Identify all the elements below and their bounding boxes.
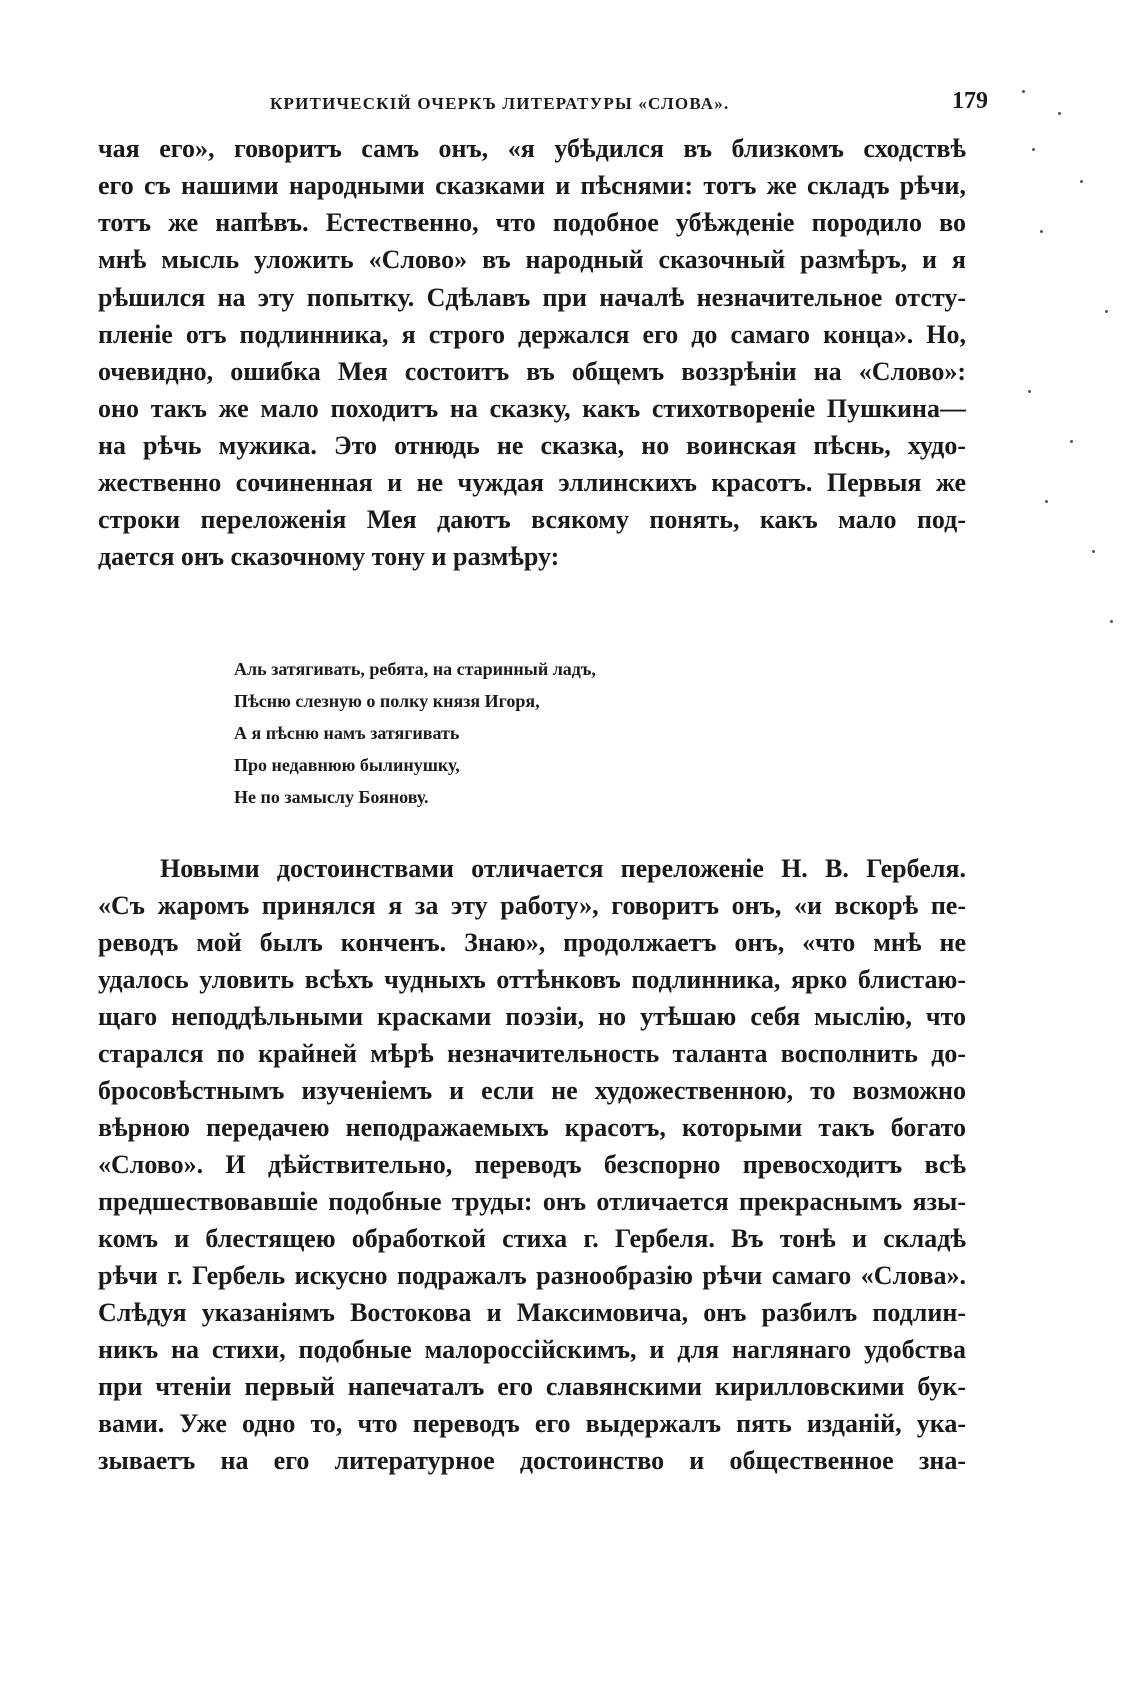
verse-line: Пѣсню слезную о полку князя Игоря, <box>234 691 540 711</box>
text-line: удалось уловить всѣхъ чудныхъ оттѣнковъ подлинника, ярко блистаю- <box>98 965 966 994</box>
text-line: «Съ жаромъ принялся я за эту работу», говоритъ онъ, «и вскорѣ пе- <box>98 891 966 920</box>
text-line: вами. Уже одно то, что переводъ его выдержалъ пять изданій, ука- <box>98 1409 966 1438</box>
scan-speck <box>1070 440 1073 443</box>
scan-artifacts <box>1010 60 1120 700</box>
running-head <box>270 88 988 118</box>
text-line: чая его», говоритъ самъ онъ, «я убѣдился въ близкомъ сходствѣ <box>98 134 966 163</box>
text-line: бросовѣстнымъ изученіемъ и если не художественною, то возможно <box>98 1076 966 1105</box>
text-line: при чтеніи первый напечаталъ его славянскими кирилловскими бук- <box>98 1372 966 1401</box>
text-line: вѣрною передачею неподражаемыхъ красотъ, которыми такъ богато <box>98 1113 966 1142</box>
scan-speck <box>1028 390 1031 393</box>
text-line: мнѣ мысль уложить «Слово» въ народный сказочный размѣръ, и я <box>98 245 966 274</box>
scan-speck <box>1080 180 1083 183</box>
text-line: пленіе отъ подлинника, я строго держался его до самаго конца». Но, <box>98 320 966 349</box>
scan-speck <box>1058 112 1061 115</box>
text-line: реводъ мой былъ конченъ. Знаю», продолжаетъ онъ, «что мнѣ не <box>98 928 966 957</box>
text-line: дается онъ сказочному тону и размѣру: <box>98 542 560 571</box>
scan-speck <box>1105 310 1108 313</box>
scan-speck <box>1032 148 1035 151</box>
text-line: комъ и блестящею обработкой стиха г. Гербеля. Въ тонѣ и складѣ <box>98 1224 966 1253</box>
text-line: рѣчи г. Гербель искусно подражалъ разнообразію рѣчи самаго «Слова». <box>98 1261 966 1290</box>
text-line: на рѣчь мужика. Это отнюдь не сказка, но воинская пѣснь, худо- <box>98 431 966 460</box>
text-line: его съ нашими народными сказками и пѣснями: тотъ же складъ рѣчи, <box>98 171 966 200</box>
verse-line: Аль затягивать, ребята, на старинный ладъ, <box>234 659 596 679</box>
text-line: предшествовавшіе подобные труды: онъ отличается прекраснымъ язы- <box>98 1187 966 1216</box>
text-line: жественно сочиненная и не чуждая эллинскихъ красотъ. Первыя же <box>98 468 966 497</box>
verse-line: А я пѣсню намъ затягивать <box>234 723 460 743</box>
text-line: тотъ же напѣвъ. Естественно, что подобное убѣжденіе породило во <box>98 208 966 237</box>
scan-speck <box>1045 500 1048 503</box>
text-line: щаго неподдѣльными красками поэзіи, но утѣшаю себя мыслію, что <box>98 1002 966 1031</box>
page-number: 179 <box>952 88 988 114</box>
verse-line: Не по замыслу Боянову. <box>234 787 429 807</box>
text-line: «Слово». И дѣйствительно, переводъ безспорно превосходитъ всѣ <box>98 1150 966 1179</box>
scan-speck <box>1110 620 1113 623</box>
text-line: оно такъ же мало походитъ на сказку, какъ стихотвореніе Пушкина— <box>98 394 966 423</box>
text-line: Слѣдуя указаніямъ Востокова и Максимовича, онъ разбилъ подлин- <box>98 1298 966 1327</box>
text-line: Новыми достоинствами отличается переложеніе Н. В. Гербеля. <box>160 854 966 883</box>
scan-speck <box>1022 90 1025 93</box>
running-head-title: КРИТИЧЕСКІЙ ОЧЕРКЪ ЛИТЕРАТУРЫ «СЛОВА». <box>270 94 730 113</box>
text-line: старался по крайней мѣрѣ незначительность таланта восполнить до- <box>98 1039 966 1068</box>
text-line: никъ на стихи, подобные малороссійскимъ, и для наглянаго удобства <box>98 1335 966 1364</box>
text-line: очевидно, ошибка Мея состоитъ въ общемъ воззрѣніи на «Слово»: <box>98 357 966 386</box>
text-line: зываетъ на его литературное достоинство и общественное зна- <box>98 1446 966 1475</box>
text-line: строки переложенія Мея даютъ всякому понять, какъ мало под- <box>98 505 966 534</box>
verse-line: Про недавнюю былинушку, <box>234 755 460 775</box>
scan-speck <box>1092 550 1095 553</box>
scan-speck <box>1040 230 1043 233</box>
text-line: рѣшился на эту попытку. Сдѣлавъ при началѣ незначительное отсту- <box>98 283 966 312</box>
